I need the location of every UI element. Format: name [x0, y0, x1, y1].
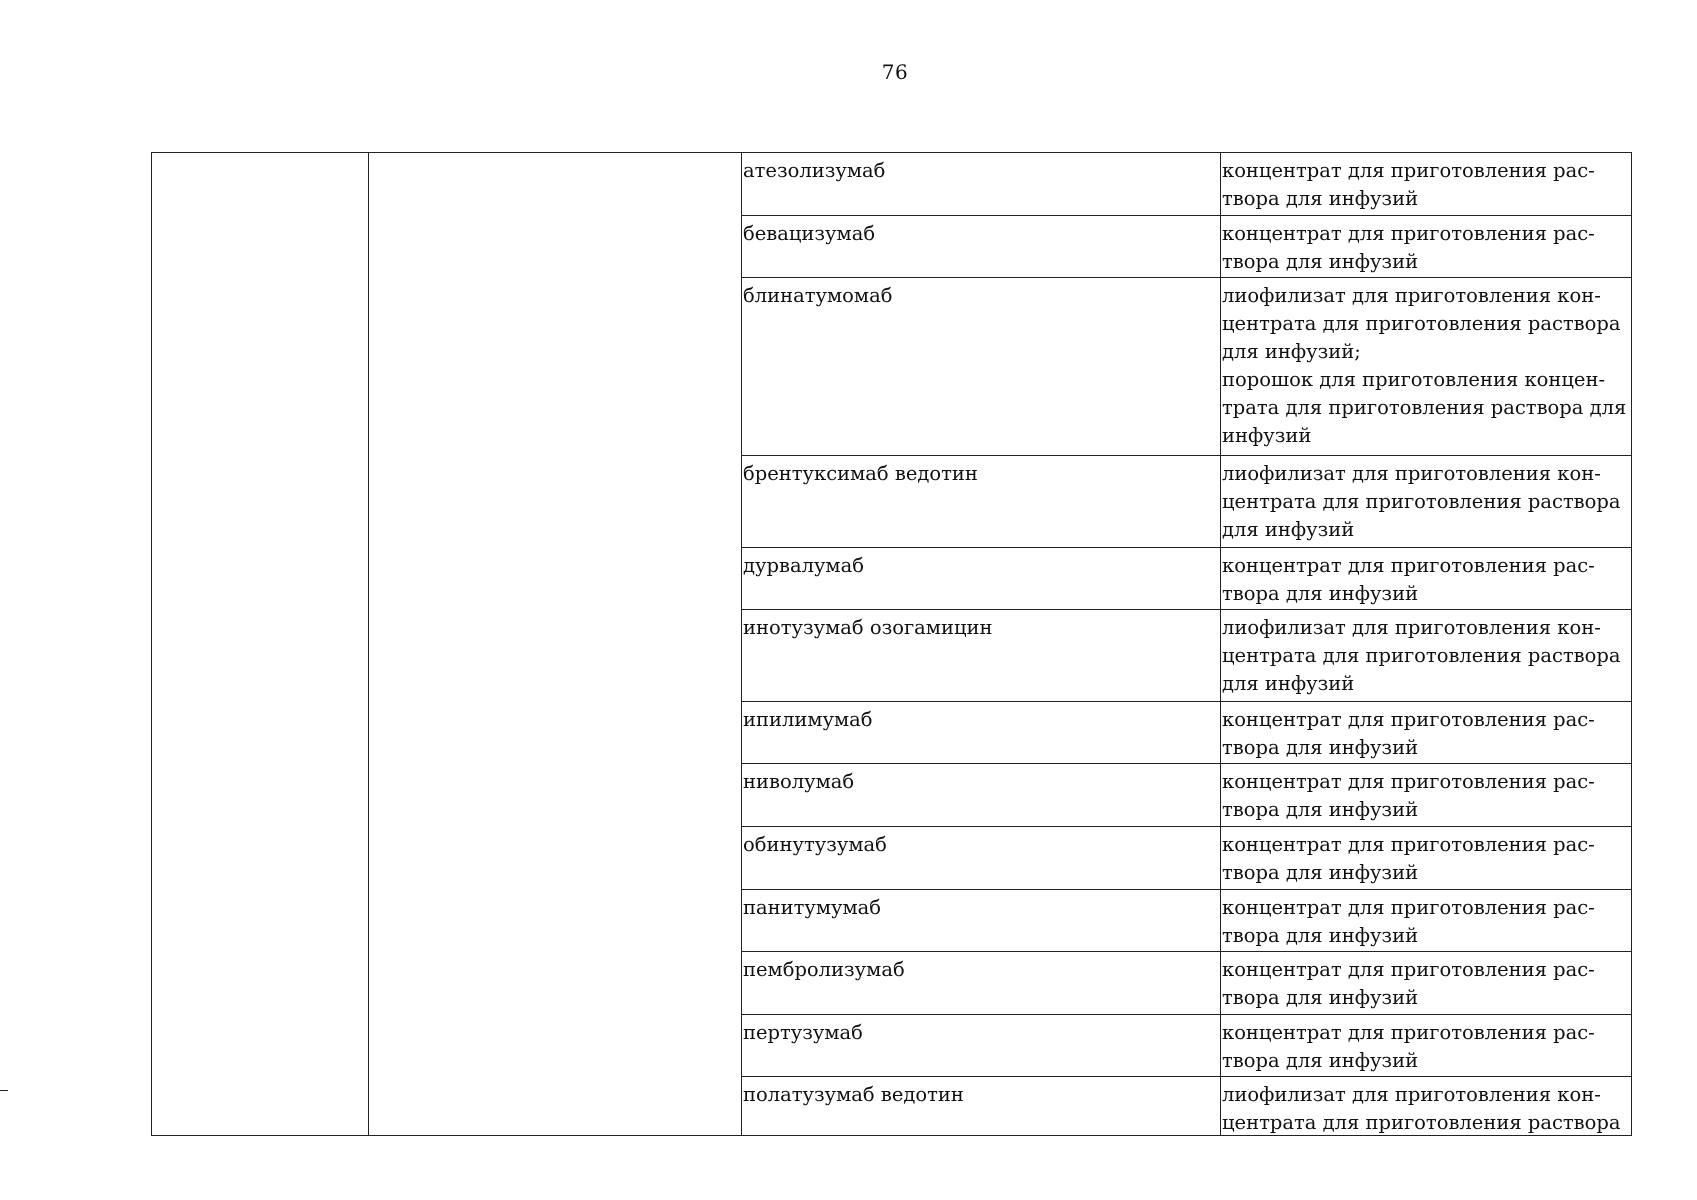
dosage-form-cell: [1222, 157, 1627, 213]
drug-name-cell: бевацизумаб: [743, 222, 876, 245]
dosage-form-line: центрата для приготовления раствора: [1222, 644, 1621, 667]
drug-name-cell: панитумумаб: [743, 896, 882, 919]
medication-table: [151, 152, 1632, 1136]
dosage-form-line: концентрат для приготовления рас-: [1222, 708, 1595, 731]
dosage-form-line: твора для инфузий: [1222, 798, 1419, 821]
dosage-form-cell: [1222, 894, 1627, 950]
dosage-form-cell: [1222, 831, 1627, 887]
dosage-form-line: для инфузий: [1222, 518, 1355, 541]
dosage-form-cell: [1222, 768, 1627, 824]
dosage-form-line: инфузий: [1222, 424, 1312, 447]
table-row: [741, 952, 1631, 1015]
drug-name-cell: брентуксимаб ведотин: [743, 462, 978, 485]
dosage-form-line: центрата для приготовления раствора: [1222, 490, 1621, 513]
dosage-form-line: концентрат для приготовления рас-: [1222, 896, 1595, 919]
dosage-form-line: порошок для приготовления концен-: [1222, 368, 1606, 391]
dosage-form-cell: [1222, 1019, 1627, 1075]
dosage-form-line: концентрат для приготовления рас-: [1222, 554, 1595, 577]
dosage-form-line: концентрат для приготовления рас-: [1222, 1021, 1595, 1044]
dosage-form-cell: [1222, 1081, 1627, 1137]
dosage-form-cell: [1222, 460, 1627, 544]
dosage-form-line: для инфузий: [1222, 672, 1355, 695]
dosage-form-line: твора для инфузий: [1222, 924, 1419, 947]
dosage-form-cell: [1222, 956, 1627, 1012]
drug-name-cell: пертузумаб: [743, 1021, 863, 1044]
column-divider-1: [368, 153, 369, 1135]
drug-name-cell: ипилимумаб: [743, 708, 873, 731]
table-row: [741, 456, 1631, 548]
dosage-form-line: концентрат для приготовления рас-: [1222, 833, 1595, 856]
dosage-form-line: центрата для приготовления раствора: [1222, 312, 1621, 335]
dosage-form-line: твора для инфузий: [1222, 1049, 1419, 1072]
drug-name-cell: атезолизумаб: [743, 159, 886, 182]
dosage-form-line: трата для приготовления раствора для: [1222, 396, 1627, 419]
drug-name-cell: дурвалумаб: [743, 554, 864, 577]
drug-name-cell: блинатумомаб: [743, 284, 893, 307]
drug-name-cell: полатузумаб ведотин: [743, 1083, 964, 1106]
dosage-form-line: твора для инфузий: [1222, 250, 1419, 273]
dosage-form-line: для инфузий;: [1222, 340, 1361, 363]
dosage-form-cell: [1222, 614, 1627, 698]
dosage-form-line: концентрат для приготовления рас-: [1222, 770, 1595, 793]
dosage-form-line: концентрат для приготовления рас-: [1222, 159, 1595, 182]
drug-name-cell: ниволумаб: [743, 770, 855, 793]
table-rows: [741, 153, 1631, 1135]
dosage-form-line: лиофилизат для приготовления кон-: [1222, 1083, 1601, 1106]
table-row: [741, 278, 1631, 456]
dosage-form-line: центрата для приготовления раствора: [1222, 1111, 1621, 1134]
dosage-form-cell: [1222, 220, 1627, 276]
dosage-form-line: концентрат для приготовления рас-: [1222, 958, 1595, 981]
dosage-form-line: твора для инфузий: [1222, 736, 1419, 759]
dosage-form-line: твора для инфузий: [1222, 861, 1419, 884]
dosage-form-line: лиофилизат для приготовления кон-: [1222, 462, 1601, 485]
table-row: [741, 610, 1631, 702]
table-row: [741, 827, 1631, 890]
dosage-form-line: твора для инфузий: [1222, 187, 1419, 210]
table-row: [741, 153, 1631, 216]
dosage-form-line: концентрат для приготовления рас-: [1222, 222, 1595, 245]
table-row: [741, 548, 1631, 610]
page-number: 76: [881, 60, 909, 84]
drug-name-cell: обинутузумаб: [743, 833, 887, 856]
dosage-form-line: твора для инфузий: [1222, 986, 1419, 1009]
drug-name-cell: пембролизумаб: [743, 958, 905, 981]
table-row: [741, 890, 1631, 952]
table-row: [741, 702, 1631, 764]
margin-mark: [0, 1090, 8, 1091]
dosage-form-line: твора для инфузий: [1222, 582, 1419, 605]
dosage-form-line: лиофилизат для приготовления кон-: [1222, 616, 1601, 639]
table-row: [741, 764, 1631, 827]
table-row: [741, 216, 1631, 278]
table-row: [741, 1077, 1631, 1137]
dosage-form-cell: [1222, 552, 1627, 608]
dosage-form-line: лиофилизат для приготовления кон-: [1222, 284, 1601, 307]
drug-name-cell: инотузумаб озогамицин: [743, 616, 993, 639]
dosage-form-cell: [1222, 282, 1627, 450]
table-row: [741, 1015, 1631, 1077]
dosage-form-cell: [1222, 706, 1627, 762]
